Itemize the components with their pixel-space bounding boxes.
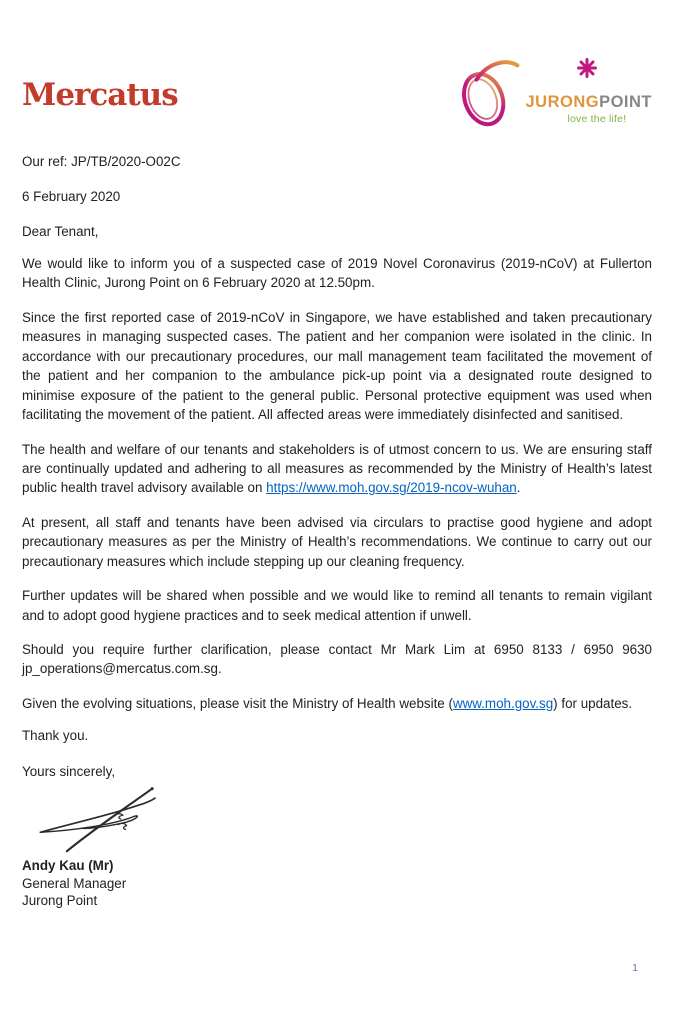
letter-paragraph-1: We would like to inform you of a suspected case of 2019 Novel Coronavirus (2019-nCoV) at Fullerton Health Clinic, Jurong Point on 6 February 2020 at 12.50pm. <box>22 256 652 291</box>
moh-website-link[interactable]: www.moh.gov.sg <box>452 695 554 711</box>
signatory-name: Andy Kau (Mr) <box>22 858 114 874</box>
signatory-block <box>22 857 652 910</box>
jurongpoint-logo-text <box>525 56 652 125</box>
jurongpoint-name-jurong: JURONG <box>525 93 600 111</box>
signatory-title: General Manager <box>22 875 127 891</box>
reference-line: Our ref: JP/TB/2020-O02C <box>22 154 181 169</box>
signatory-company: Jurong Point <box>22 893 98 909</box>
letter-paragraph-6: Should you require further clarification, please contact Mr Mark Lim at 6950 8133 / 6950 9630 jp_operations@mercatus.com.sg. <box>22 642 652 677</box>
closing-line: Yours sincerely, <box>22 764 116 780</box>
letter-paragraph-7 <box>22 694 652 713</box>
letter-header <box>22 56 652 134</box>
paragraph-3-text-after: . <box>516 480 521 496</box>
moh-wuhan-advisory-link[interactable]: https://www.moh.gov.sg/2019-ncov-wuhan <box>266 480 517 496</box>
salutation: Dear Tenant, <box>22 224 99 239</box>
page-number: 1 <box>632 962 638 974</box>
thank-you-line: Thank you. <box>22 728 89 744</box>
letter-paragraph-5: Further updates will be shared when possible and we would like to remind all tenants to remain vigilant and to adopt good hygiene practices and to seek medical attention if unwell. <box>22 588 652 623</box>
jurongpoint-name <box>525 94 652 111</box>
jurongpoint-swirl-icon <box>457 56 521 128</box>
jurongpoint-tagline: love the life! <box>567 112 627 125</box>
date-line: 6 February 2020 <box>22 189 121 204</box>
jurongpoint-star-icon <box>577 58 597 78</box>
letter-paragraph-2: Since the first reported case of 2019-nCoV in Singapore, we have established and taken precautionary measures in managing suspected cases. The patient and her companion were isolated in the clinic. In accordance with our precautionary procedures, our mall management team facilitated the movement of the patient and her companion to the ambulance pick-up point via a designated route designed to minimise exposure of the patient to the general public. Personal protective equipment was used when facilitating the movement of the patient. All affected areas were immediately disinfected and sanitised. <box>22 309 652 423</box>
letter-paragraph-3 <box>22 440 652 498</box>
jurongpoint-logo <box>457 56 652 128</box>
jurongpoint-name-point: POINT <box>599 93 652 111</box>
paragraph-7-text-after: ) for updates. <box>553 695 633 711</box>
paragraph-7-text: Given the evolving situations, please visit the Ministry of Health website ( <box>22 695 453 711</box>
mercatus-logo: Mercatus <box>22 77 178 113</box>
paragraph-3-text: The health and welfare of our tenants and stakeholders is of utmost concern to us. We are ensuring staff are continually updated and adhering to all measures as recommended by the Ministry of Health’s latest public health travel advisory available on <box>22 441 652 496</box>
letter-paragraph-4: At present, all staff and tenants have been advised via circulars to practise good hygiene and adopt precautionary measures as per the Ministry of Health’s recommendations. We continue to carry out our precautionary measures which include stepping up our cleaning frequency. <box>22 514 652 569</box>
signature-image <box>32 783 170 855</box>
